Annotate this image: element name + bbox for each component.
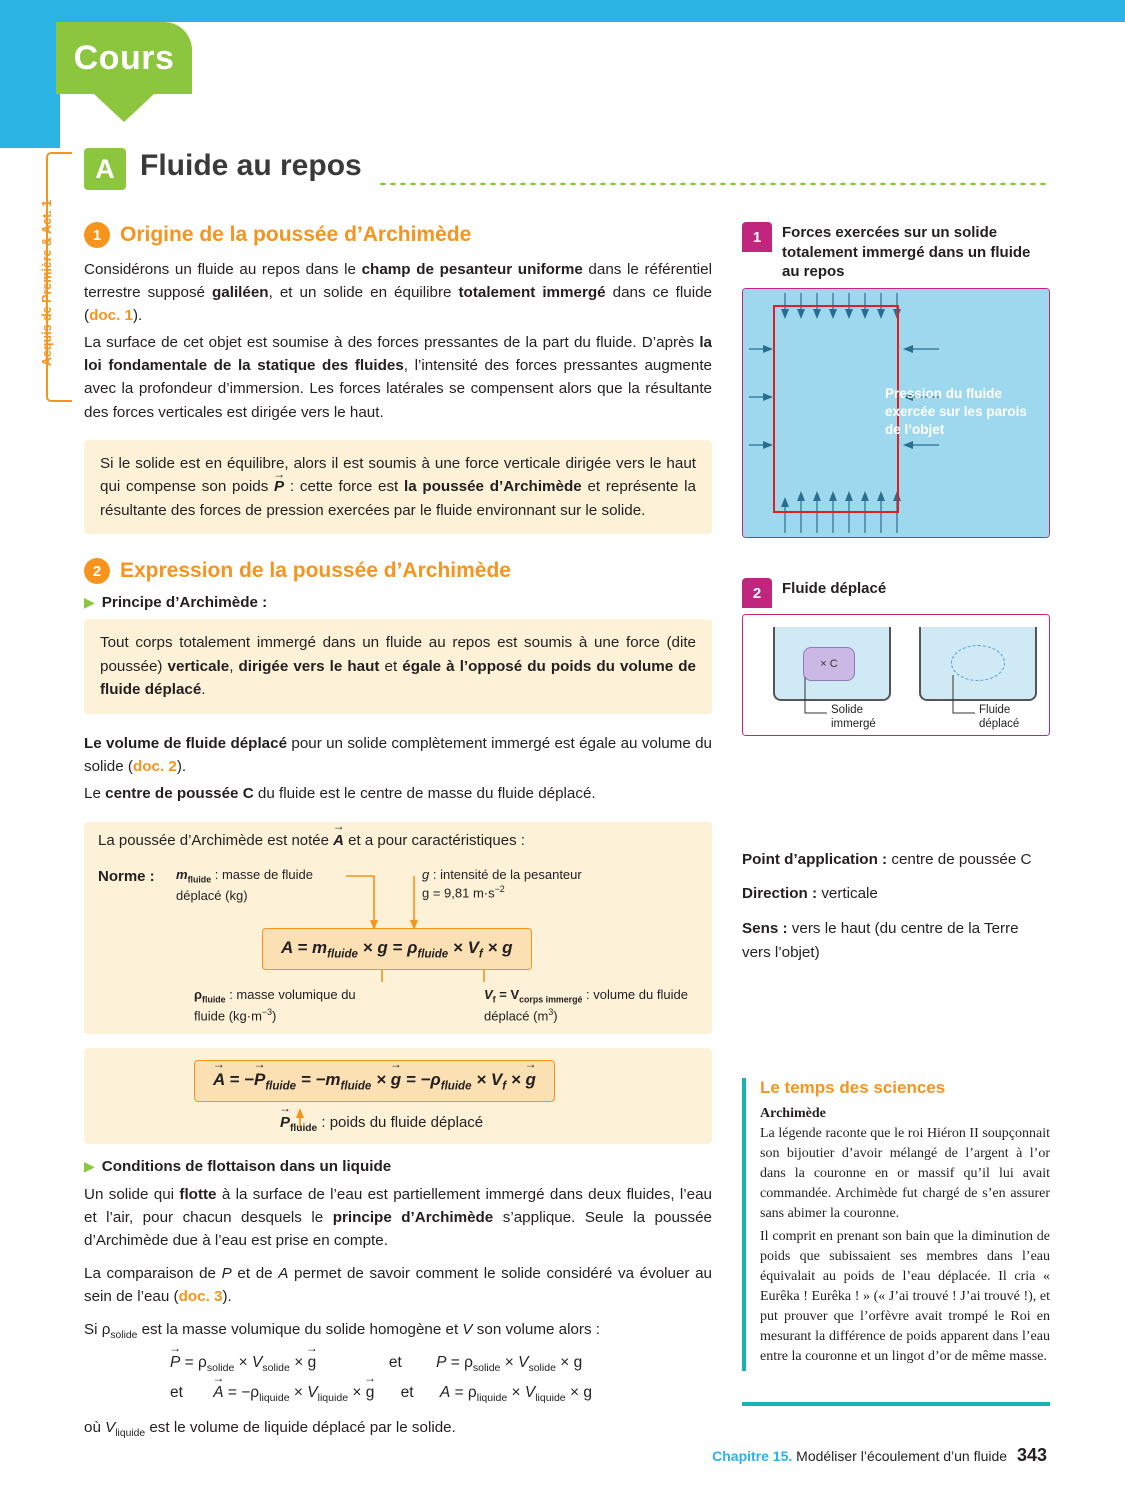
pf4-sub: liquide xyxy=(115,1428,146,1440)
paragraph-centre xyxy=(84,782,712,805)
corner-decoration xyxy=(0,0,60,148)
formula-intro-vector: → A xyxy=(333,832,344,849)
callout-v-exp: 3 xyxy=(548,1006,554,1017)
subsection-2-header xyxy=(84,558,712,584)
callout-rho-symbol: ρ xyxy=(194,987,203,1002)
subsection-1-title: Origine de la poussée d’Archimède xyxy=(120,223,472,246)
vector-note-text: : poids du fluide déplacé xyxy=(317,1114,484,1131)
doc-1 xyxy=(742,222,1050,538)
pc-part-c: du fluide est le centre de masse du fluide déplacé. xyxy=(253,785,596,803)
section-title: Fluide au repos xyxy=(140,149,362,182)
property-sens xyxy=(742,917,1050,966)
bullet-principe-label: Principe d’Archimède : xyxy=(101,594,268,612)
temps-des-sciences-panel xyxy=(742,1078,1050,1371)
pf1-a: Un solide qui xyxy=(84,1186,180,1203)
callout-m-sub: fluide xyxy=(187,874,212,885)
box1-part-d: et représente la résultante des forces de pression exercées par le fluide environnant sur le solide. xyxy=(100,478,696,519)
callout-volume xyxy=(484,986,694,1024)
bullet-flottaison-label: Conditions de flottaison dans un liquide xyxy=(101,1158,392,1175)
footer-title: Modéliser l’écoulement d’un fluide xyxy=(796,1448,1008,1464)
equation-row-2: et → $A = -\rho_{liquide} \times V_{liquide}$ × → g et $A = \rho_{liquide} \times V_{liquide} \times g$ xyxy=(170,1384,712,1404)
doc-1-header xyxy=(742,222,1050,282)
box2-part-d: dirigée vers le haut xyxy=(238,657,380,675)
p1-part-c: dans le référentiel terrestre supposé xyxy=(84,261,712,302)
pf2-b: et de xyxy=(231,1265,279,1283)
callout-m-symbol: m xyxy=(176,867,188,882)
footer xyxy=(712,1445,1047,1466)
side-tab-label: Acquis de Première & Act. 1 xyxy=(40,199,54,367)
callout-v-sub: f xyxy=(492,994,496,1005)
pv-part-c: ). xyxy=(176,758,187,776)
highlight-box-archimede-definition xyxy=(84,440,712,535)
pf3-sub: solide xyxy=(110,1330,138,1342)
footer-chapter: Chapitre 15. xyxy=(712,1448,793,1464)
callout-v-symbol: V xyxy=(484,987,493,1002)
doc-ref-3[interactable]: doc. 3 xyxy=(178,1288,223,1306)
pv-part-a: Le volume de fluide déplacé xyxy=(84,735,288,753)
point-label: Point d’application : xyxy=(742,851,888,868)
doc-2-title: Fluide déplacé xyxy=(782,580,887,597)
triangle-bullet-icon: ▶ xyxy=(84,594,95,611)
doc-1-number: 1 xyxy=(742,222,772,252)
callout-m-text: : masse de fluide déplacé (kg) xyxy=(176,867,313,903)
paragraph-1 xyxy=(84,258,712,327)
pc-part-b: centre de poussée C xyxy=(105,785,254,803)
callout-rho-sub: fluide xyxy=(202,994,226,1005)
main-equation-box xyxy=(262,928,532,970)
doc-2 xyxy=(742,578,1050,736)
pf4-a: où xyxy=(84,1419,106,1437)
pf4-b: est le volume de liquide déplacé par le solide. xyxy=(145,1419,456,1437)
callout-v-text2: ) xyxy=(553,1007,558,1023)
subsection-1-header xyxy=(84,222,712,248)
p1-part-a: Considérons un fluide au repos dans le xyxy=(84,261,362,278)
callout-rho-exp: −3 xyxy=(261,1006,272,1017)
pf1-b: flotte xyxy=(179,1186,217,1203)
box1-vector-p: → P xyxy=(274,478,284,495)
box1-part-b: : cette force est xyxy=(284,478,404,496)
triangle-bullet-icon-2: ▶ xyxy=(84,1158,95,1174)
formula-intro-a: La poussée d’Archimède est notée xyxy=(98,832,334,849)
bullet-flottaison xyxy=(84,1158,712,1175)
callout-rho-text2: ) xyxy=(272,1007,277,1023)
property-point-application xyxy=(742,848,1050,872)
direction-value: verticale xyxy=(817,885,878,903)
left-column xyxy=(84,222,712,809)
temps-subtitle: Archimède xyxy=(760,1106,826,1121)
callout-g-text: : intensité de la pesanteur xyxy=(429,867,582,882)
box1-part-c: la poussée d’Archimède xyxy=(403,478,582,496)
callout-g-symbol: g xyxy=(422,867,430,882)
equation-row-1: → $P = \rho_{solide} \times V_{solide}$ × → g et $P = \rho_{solide} \times V_{solide} \times g$ xyxy=(170,1354,712,1374)
doc-2-caption-right: Fluide déplacé xyxy=(979,704,1020,731)
vector-note-sub: fluide xyxy=(290,1123,318,1134)
box2-part-e: et xyxy=(379,657,403,675)
formula-intro-b: et a pour caractéristiques : xyxy=(344,832,525,849)
temps-title: Le temps des sciences xyxy=(760,1078,946,1097)
temps-bottom-rule xyxy=(742,1402,1050,1406)
pf3-b: est la masse volumique du solide homogène et xyxy=(137,1321,463,1339)
p2-part-b: la loi fondamentale de la statique des fluides xyxy=(84,334,712,375)
p2-part-c: , l’intensité des forces pressantes augmente avec la profondeur d’immersion. Les forces latérales se compensent alors que la résultante des forces verticales est dirigée vers le haut. xyxy=(84,357,712,421)
pf2-c: permet de savoir comment le solide considéré va évoluer au sein de l’eau ( xyxy=(84,1265,712,1306)
callout-v-eq: = V xyxy=(495,987,520,1002)
sens-value: vers le haut (du centre de la Terre vers l’objet) xyxy=(742,919,1019,961)
callout-g-value: g = 9,81 m·s xyxy=(422,884,495,900)
doc-2-caption-left: Solide immergé xyxy=(831,704,876,731)
subsection-2-number: 2 xyxy=(84,558,110,584)
temps-paragraph-1: La légende raconte que le roi Hiéron II soupçonnait son bijoutier d’avoir mélangé de l’argent à l’or dans la couronne en or massif qu’il lui avait commandée. Archimède fut chargé de s’en assurer sans abimer la couronne. xyxy=(760,1126,1050,1221)
formula-panel-vector xyxy=(84,1048,712,1144)
box2-part-a: Tout corps totalement immergé dans un fluide au repos est soumis à une force (dite poussée) xyxy=(100,634,696,675)
callout-v-sub2: corps immergé xyxy=(519,994,583,1005)
box2-part-f: égale à l’opposé du poids du volume de fluide déplacé xyxy=(100,657,696,699)
pf1-d: principe d’Archimède xyxy=(332,1209,494,1227)
pf3-V: V xyxy=(462,1321,473,1339)
section-letter-badge: A xyxy=(84,148,126,190)
callout-rho-text: : masse volumique du fluide (kg·m xyxy=(194,987,356,1023)
callout-v-text: : volume du fluide déplacé (m xyxy=(484,987,688,1023)
p1-part-h: ). xyxy=(132,307,143,325)
point-value: centre de poussée C xyxy=(887,851,1032,868)
pc-part-a: Le xyxy=(84,785,106,803)
bullet-principe xyxy=(84,594,712,611)
pf2-A: A xyxy=(278,1265,289,1283)
doc-2-illustration xyxy=(743,615,1049,735)
doc-1-object-rect xyxy=(773,305,899,513)
p1-part-b: champ de pesanteur uniforme xyxy=(361,261,583,278)
p1-part-f: totalement immergé xyxy=(458,284,606,302)
doc-2-body xyxy=(742,614,1050,736)
cours-tab-label: Cours xyxy=(73,38,175,77)
doc-1-illustration xyxy=(743,289,1049,537)
pf3-c: son volume alors : xyxy=(472,1321,601,1339)
top-blue-bar xyxy=(0,0,1125,22)
doc-2-number: 2 xyxy=(742,578,772,608)
pf1-c: à la surface de l’eau est partiellement immergé dans deux fluides, l’eau et l’air, pour chacun desquels le xyxy=(84,1186,712,1227)
box2-part-g: . xyxy=(201,681,206,699)
pf2-P: P xyxy=(221,1265,232,1283)
doc-1-body xyxy=(742,288,1050,538)
doc-1-caption: Pression du fluide exercée sur les parois de l’objet xyxy=(885,385,1027,437)
doc-ref-2[interactable]: doc. 2 xyxy=(132,758,177,776)
direction-label: Direction : xyxy=(742,885,818,903)
p2-part-a: La surface de cet objet est soumise à des forces pressantes de la part du fluide. D’après xyxy=(84,334,700,352)
paragraph-flottaison-2 xyxy=(84,1262,712,1308)
flottaison-block xyxy=(84,1158,712,1446)
vector-note xyxy=(280,1114,483,1134)
main-equation: $A = m_{fluide} \times g = \rho_{fluide} \times V_f \times g$ xyxy=(262,928,532,970)
box2-part-c: , xyxy=(229,657,239,675)
box1-part-a: Si le solide est en équilibre, alors il est soumis à une force verticale dirigée vers le haut qui compense son poids xyxy=(100,454,696,496)
pf1-e: s’applique. Seule la poussée d’Archimède due à l’eau est prise en compte. xyxy=(84,1209,712,1250)
centre-poussee-label: × C xyxy=(820,658,838,670)
p1-part-e: , et un solide en équilibre xyxy=(268,284,459,302)
doc-ref-1[interactable]: doc. 1 xyxy=(89,307,133,325)
pf4-V: V xyxy=(105,1419,116,1437)
callout-rho xyxy=(194,986,374,1024)
box2-part-b: verticale xyxy=(167,657,230,675)
property-direction xyxy=(742,882,1050,906)
cours-tab xyxy=(56,22,192,94)
pf2-d: ). xyxy=(222,1288,232,1306)
paragraph-volume xyxy=(84,732,712,778)
doc-1-title: Forces exercées sur un solide totalement immergé dans un fluide au repos xyxy=(782,224,1031,280)
formula-panel-norme xyxy=(84,822,712,1034)
highlight-box-principe xyxy=(84,619,712,714)
p1-part-g: dans ce fluide ( xyxy=(84,284,712,325)
properties-list xyxy=(742,848,1050,965)
paragraph-2 xyxy=(84,331,712,423)
callout-g-exp: −2 xyxy=(494,883,505,894)
pf2-a: La comparaison de xyxy=(84,1265,222,1283)
p1-part-d: galiléen xyxy=(212,284,269,302)
temps-paragraph-2: Il comprit en prenant son bain que la diminution de poids que subissaient ses membres dans l’eau équivalait au poids de l’eau déplacée. Il cria « Eurêka ! Eurêka ! » (« J’ai trouvé ! J’ai trouvé !), et put prouver que l’orfèvre avait trompé le Roi en mesurant la différence de poids apparent dans l’eau entre la couronne et un lingot d’or de même masse. xyxy=(760,1229,1050,1364)
subsection-1-number: 1 xyxy=(84,222,110,248)
subsection-2-title: Expression de la poussée d’Archimède xyxy=(120,559,511,583)
norme-label: Norme : xyxy=(98,868,155,885)
section-dotted-rule xyxy=(378,182,1050,186)
vector-equation: → A = −→ $P_{fluide} = -m_{fluide}$ × → $g = -\rho_{fluide} \times V_f$ × → g xyxy=(194,1060,555,1102)
paragraph-flottaison-4 xyxy=(84,1416,712,1442)
pf3-a: Si ρ xyxy=(84,1321,111,1339)
footer-page-number: 343 xyxy=(1016,1445,1047,1465)
pv-part-b: pour un solide complètement immergé est égale au volume du solide ( xyxy=(84,735,712,776)
vector-note-symbol: → P xyxy=(280,1114,290,1131)
paragraph-flottaison-1 xyxy=(84,1183,712,1252)
sens-label: Sens : xyxy=(742,919,788,937)
doc-2-header xyxy=(742,578,1050,608)
